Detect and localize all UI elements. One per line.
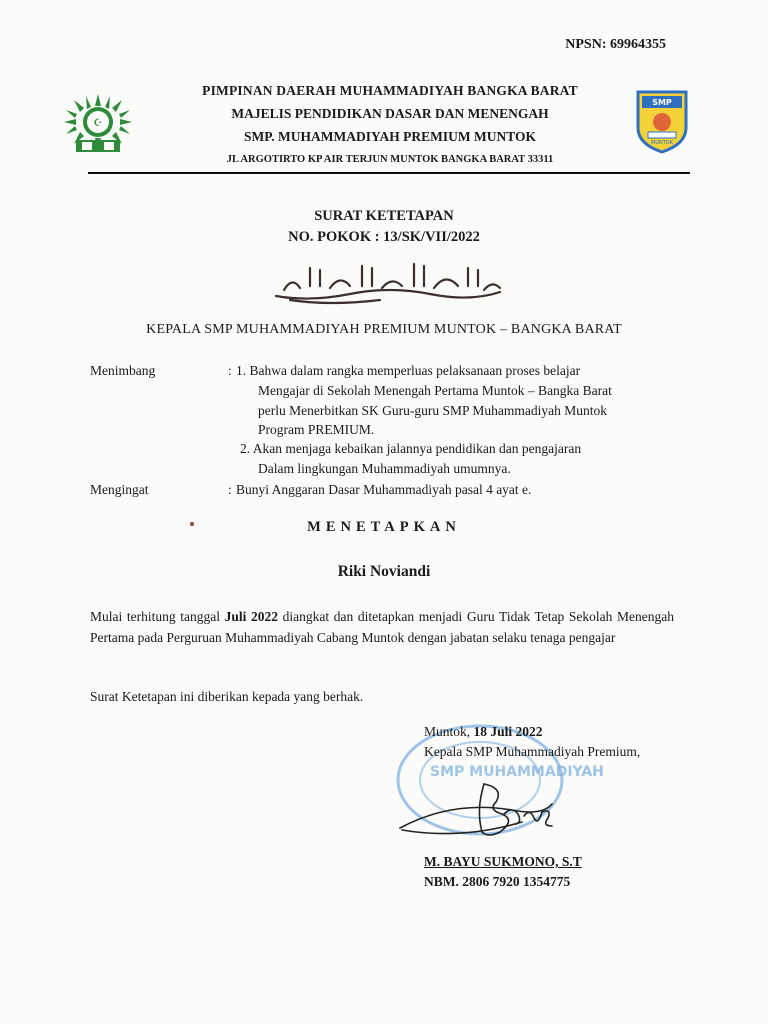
decision-date: Juli 2022 [224, 609, 279, 624]
handwritten-signature [392, 770, 562, 850]
appointee-name: Riki Noviandi [337, 563, 431, 580]
stamp-text: SMP MUHAMMADIYAH [430, 764, 604, 780]
letterhead-line3: SMP. MUHAMMADIYAH PREMIUM MUNTOK [244, 129, 536, 144]
mengingat-text: Bunyi Anggaran Dasar Muhammadiyah pasal 4 ayat e. [236, 482, 532, 497]
signer-nbm: NBM. 2806 7920 1354775 [424, 874, 571, 889]
issuing-authority: KEPALA SMP MUHAMMADIYAH PREMIUM MUNTOK – BANGKA BARAT [146, 322, 622, 337]
letterhead-line2: MAJELIS PENDIDIKAN DASAR DAN MENENGAH [231, 106, 549, 121]
menimbang-colon: : [228, 363, 232, 378]
sign-place: Muntok, [424, 724, 474, 739]
letterhead [150, 81, 630, 168]
menimbang-point2-line1: 2. Akan menjaga kebaikan jalannya pendidikan dan pengajaran [240, 441, 582, 456]
sign-place-date [424, 722, 543, 742]
title-number: NO. POKOK : 13/SK/VII/2022 [288, 229, 480, 245]
npsn-number: NPSN: 69964355 [565, 37, 666, 52]
school-logo [634, 88, 690, 154]
title-line1: SURAT KETETAPAN [314, 208, 454, 224]
svg-text:☪: ☪ [93, 118, 103, 129]
menimbang-point1-line2: Mengajar di Sekolah Menengah Pertama Muntok – Bangka Barat [258, 383, 612, 398]
signer-name-text: M. BAYU SUKMONO, S.T [424, 854, 582, 869]
mengingat-colon: : [228, 482, 232, 497]
basmalah-calligraphy [270, 256, 506, 306]
decision-text-a: Mulai terhitung tanggal [90, 609, 225, 624]
letterhead-address: JL ARGOTIRTO KP AIR TERJUN MUNTOK BANGKA BARAT 33311 [226, 154, 554, 165]
menimbang-point1-line3: perlu Menerbitkan SK Guru-guru SMP Muhammadiyah Muntok [258, 403, 607, 418]
letterhead-divider [88, 172, 690, 174]
sign-date: 18 Juli 2022 [473, 724, 543, 739]
sign-position: Kepala SMP Muhammadiyah Premium, [424, 744, 641, 759]
school-logo-subtext: MUNTOK [651, 140, 673, 146]
signer-name [424, 852, 582, 872]
document-title [0, 206, 768, 248]
school-logo-text: SMP [652, 98, 672, 107]
decision-paragraph [90, 606, 674, 648]
menimbang-label: Menimbang [90, 363, 156, 378]
menimbang-point1-line4: Program PREMIUM. [258, 422, 375, 437]
menimbang-point1-line1: 1. Bahwa dalam rangka memperluas pelaksanaan proses belajar [236, 363, 581, 378]
muhammadiyah-logo [60, 92, 136, 156]
decision-text-b: diangkat dan ditetapkan menjadi Guru Tidak Tetap Sekolah Menengah Pertama pada Perguruan Muhammadiyah Cabang Muntok dengan jabatan selaku tenaga pengajar [90, 609, 674, 645]
menimbang-point2-line2: Dalam lingkungan Muhammadiyah umumnya. [258, 461, 511, 476]
decision-heading: MENETAPKAN [307, 519, 461, 535]
letterhead-line1: PIMPINAN DAERAH MUHAMMADIYAH BANGKA BARAT [202, 83, 578, 98]
mengingat-label: Mengingat [90, 482, 149, 497]
closing-paragraph: Surat Ketetapan ini diberikan kepada yang berhak. [90, 689, 364, 704]
